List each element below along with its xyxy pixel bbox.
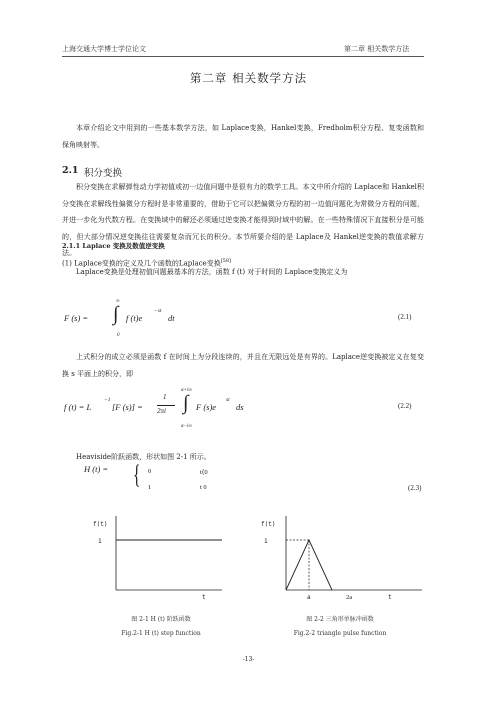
eq2-mid: [F (s)] = (112, 402, 143, 412)
eq1-dt: dt (168, 313, 175, 323)
eq1-lower: 0 (117, 333, 120, 338)
fig2-xlabel: t (388, 594, 392, 600)
eq3-case2-value: 1 (148, 484, 152, 491)
eq3-brace: { (133, 460, 141, 489)
eq1-upper: ∞ (116, 299, 120, 304)
page-number: -13- (242, 656, 255, 663)
chapter-title: 第二章 相关数学方法 (189, 71, 308, 85)
intro-paragraph (62, 120, 424, 153)
figure-step-function (86, 512, 226, 600)
eq1 (64, 299, 426, 347)
eq1-integral-sign: ∫ (113, 303, 119, 325)
eq2-frac-top: 1 (163, 393, 167, 401)
fig2-ylabel: f(t) (261, 521, 276, 528)
existence-text: 上式积分的成立必须是函数 f 在时间上为分段连续的，并且在无限远处是有界的。Laplace逆变换被定义在复变换 s 平面上的积分，即 (62, 353, 424, 378)
eq2-upper: α+i∞ (181, 388, 192, 393)
eq1-integrand: f (t)e (126, 313, 143, 323)
fig2-caption-cn: 图 2-2 三角形单脉冲函数 (306, 616, 374, 623)
eq2-integral-sign: ∫ (183, 392, 189, 414)
fig2-caption-en: Fig.2-2 triangle pulse function (293, 630, 387, 637)
eq2-exp: st (226, 397, 230, 403)
fig2-xtick-2a: 2a (346, 594, 353, 600)
eq2-lower: α−i∞ (181, 424, 192, 429)
eq2-ds: ds (236, 402, 244, 412)
subsection-title: 2.1.1 Laplace 变换及数值逆变换 (62, 242, 165, 250)
existence-paragraph (62, 349, 424, 382)
header-right: 第二章 相关数学方法 (344, 45, 410, 53)
eq2-lsup: −1 (104, 397, 111, 403)
fig1-ytick: 1 (98, 538, 102, 545)
section-text: 积分变换在求解弹性动力学初值或初一边值问题中是很有力的数学工具。本文中所介绍的 Laplace和 Hankel积分变换在求解线性偏微分方程时是非常重要的，借助于它可以把偏微分方程的初一边值问题化为常微分方程的问题，并进一步化为代数方程。在变换域中的解还必须通过逆变换才能得到时域中的解。在一些特殊情况下直接积分是可能的，但大部分情况逆变换往往需要复杂而冗长的积分。本节所要介绍的是 Laplace及 Hankel逆变换的数值求解方法。 (62, 183, 424, 257)
heaviside-text: Heaviside阶跃函数，形状如图 2-1 所示。 (76, 453, 211, 461)
fig2-ytick: 1 (264, 538, 268, 545)
fig1-caption-cn: 图 2-1 H (t) 阶跃函数 (131, 616, 191, 623)
eq2-lhs: f (t) = L (64, 402, 92, 412)
eq3-number: (2.3) (408, 484, 422, 492)
laplace-def-text: Laplace变换是处理初值问题最基本的方法，函数 f (t) 对于时间的 Laplace变换定义为 (76, 268, 348, 276)
header-rule (62, 56, 424, 57)
eq2-integrand: F (s)e (196, 402, 217, 412)
eq3 (84, 462, 426, 502)
eq3-case2-condition: t 0 (200, 484, 207, 491)
section-number: 2.1 (62, 165, 79, 176)
laplace-def-paragraph (62, 264, 424, 281)
eq3-lhs: H (t) = (84, 464, 109, 474)
section-title: 积分变换 (84, 168, 123, 179)
figure-triangle-pulse (256, 512, 426, 600)
eq2 (64, 388, 426, 438)
eq3-case1-value: 0 (148, 468, 152, 475)
item1-text: (1) Laplace变换的定义及几个函数的Laplace变换 (62, 259, 221, 268)
item1-ref: [58] (220, 258, 231, 264)
eq3-case1-condition: t⟨0 (200, 469, 208, 476)
fig2-xtick-a: a (307, 594, 311, 600)
eq2-frac-line (157, 405, 175, 406)
fig1-caption-en: Fig.2-1 H (t) step function (121, 630, 201, 637)
eq1-exp: −st (154, 308, 162, 314)
eq2-frac-bot: 2πi (157, 407, 166, 415)
eq2-number: (2.2) (398, 402, 412, 410)
fig1-xlabel: t (202, 594, 206, 600)
fig1-ylabel: f(t) (93, 521, 108, 528)
eq1-lhs: F (s) = (64, 313, 89, 323)
intro-text: 本章介绍论文中用到的一些基本数学方法，如 Laplace变换，Hankel变换，Fredholm积分方程、复变函数和保角映射等。 (62, 124, 424, 149)
header-left: 上海交通大学博士学位论文 (62, 45, 146, 53)
eq1-number: (2.1) (398, 313, 412, 321)
